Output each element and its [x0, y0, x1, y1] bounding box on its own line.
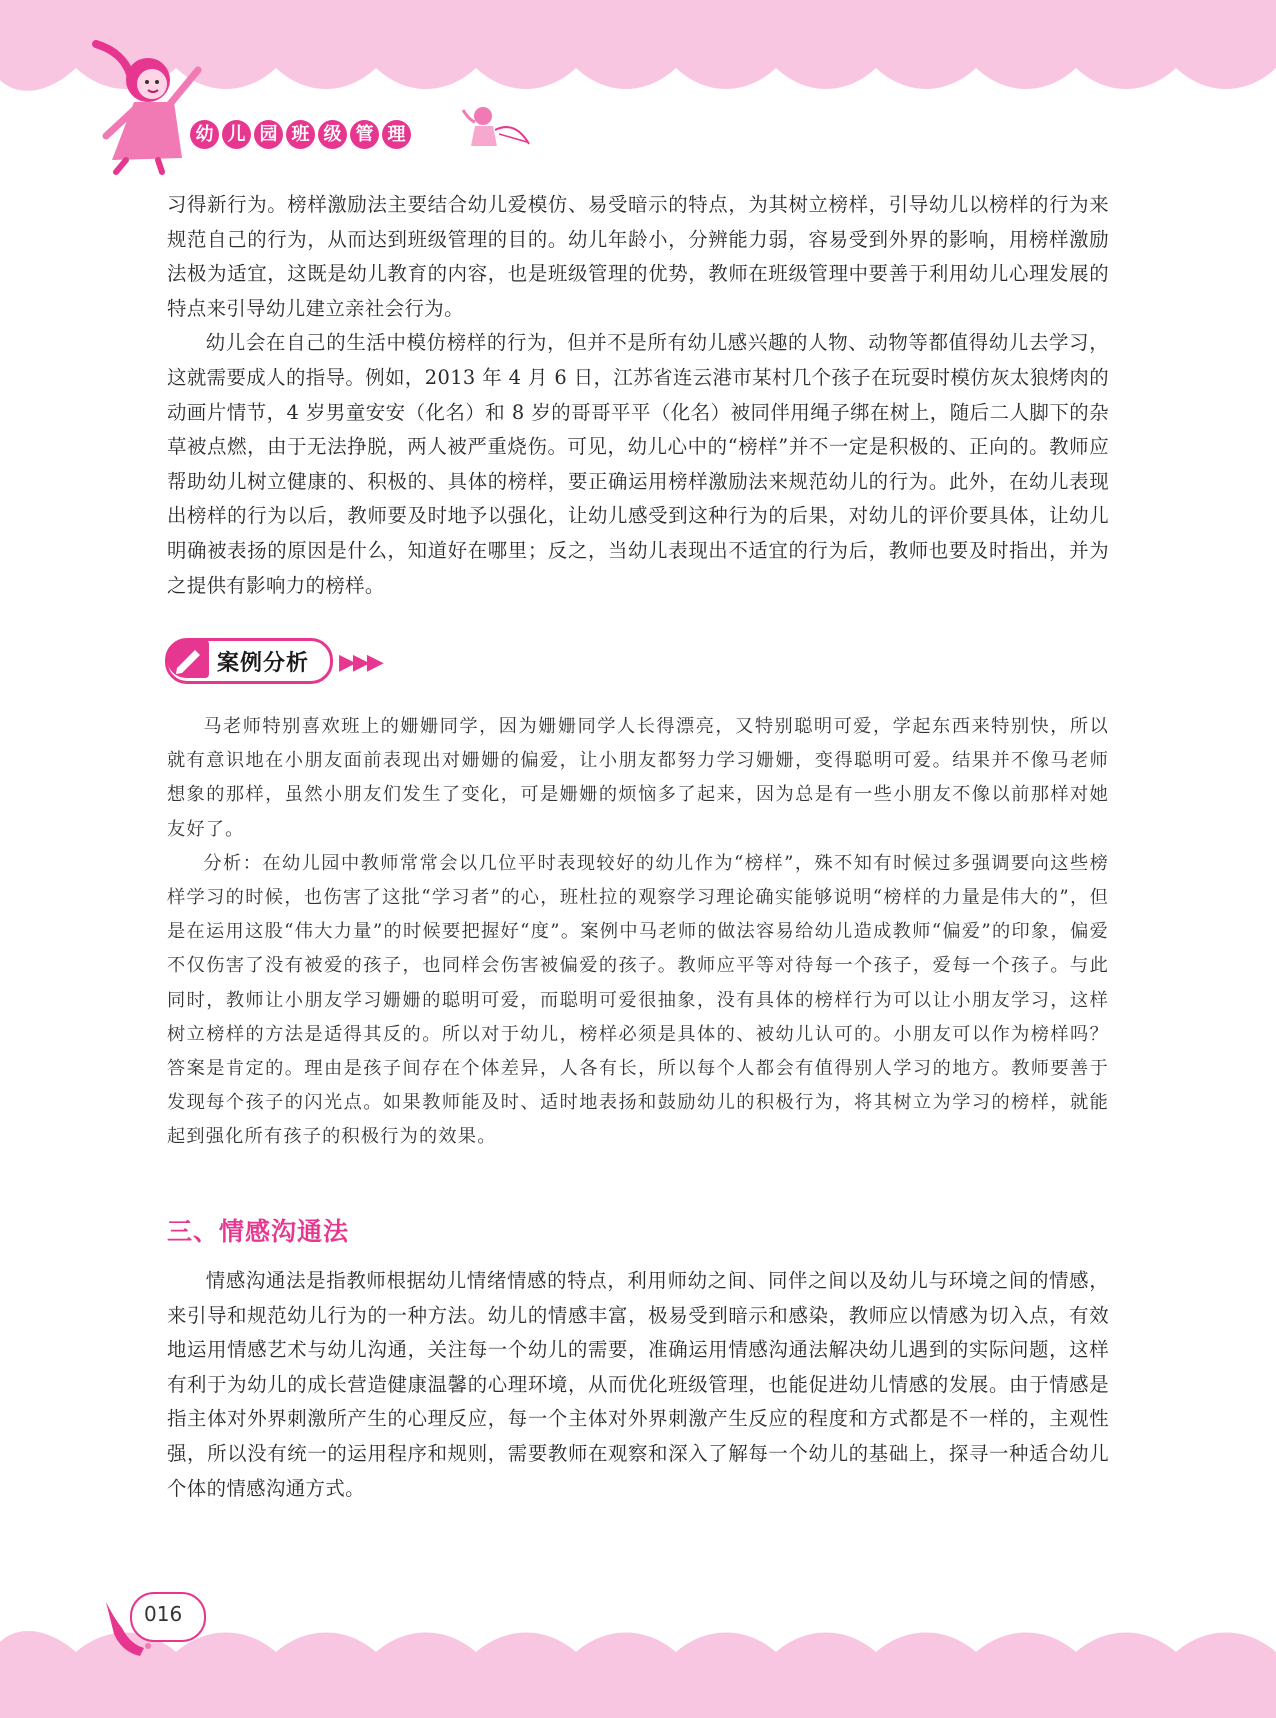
- triple-arrow-icon: ▶▶▶: [339, 650, 381, 675]
- section-heading: 三、情感沟通法: [167, 1217, 350, 1246]
- case-analysis-label: [165, 638, 405, 682]
- series-title: [190, 120, 411, 149]
- series-title-char: 儿: [222, 120, 251, 149]
- cupid-illustration: [455, 100, 535, 160]
- intro-text: [167, 188, 1109, 603]
- page-number-badge: [100, 1588, 210, 1660]
- case-label-text: 案例分析: [217, 651, 310, 676]
- series-title-char: 班: [286, 120, 315, 149]
- pencil-icon: [167, 640, 209, 678]
- case-analysis: 分析：在幼儿园中教师常常会以几位平时表现较好的幼儿作为“榜样”，殊不知有时候过多强调要向这些榜样学习的时候，也伤害了这批“学习者”的心，班杜拉的观察学习理论确实能够说明“榜样的力量是伟大的”，但是在运用这股“伟大力量”的时候要把握好“度”。案例中马老师的做法容易给幼儿造成教师“偏爱”的印象，偏爱不仅伤害了没有被爱的孩子，也同样会伤害被偏爱的孩子。教师应平等对待每一个孩子，爱每一个孩子。与此同时，教师让小朋友学习姗姗的聪明可爱，而聪明可爱很抽象，没有具体的榜样行为可以让小朋友学习，这样树立榜样的方法是适得其反的。所以对于幼儿，榜样必须是具体的、被幼儿认可的。小朋友可以作为榜样吗？答案是肯定的。理由是孩子间存在个体差异，人各有长，所以每个人都会有值得别人学习的地方。教师要善于发现每个孩子的闪光点。如果教师能及时、适时地表扬和鼓励幼儿的积极行为，将其树立为学习的榜样，就能起到强化所有孩子的积极行为的效果。: [167, 852, 1109, 1148]
- case-story: 马老师特别喜欢班上的姗姗同学，因为姗姗同学人长得漂亮，又特别聪明可爱，学起东西来特别快，所以就有意识地在小朋友面前表现出对姗姗的偏爱，让小朋友都努力学习姗姗，变得聪明可爱。结果并不像马老师想象的那样，虽然小朋友们发生了变化，可是姗姗的烦恼多了起来，因为总是有一些小朋友不像以前那样对她友好了。: [167, 716, 1109, 840]
- case-content: [167, 710, 1109, 1155]
- page-number: 016: [144, 1602, 183, 1626]
- series-title-char: 管: [350, 120, 379, 149]
- series-title-char: 级: [318, 120, 347, 149]
- body-paragraph: 幼儿会在自己的生活中模仿榜样的行为，但并不是所有幼儿感兴趣的人物、动物等都值得幼儿去学习，这就需要成人的指导。例如，2013 年 4 月 6 日，江苏省连云港市某村几个孩子在玩耍时模仿灰太狼烤肉的动画片情节，4 岁男童安安（化名）和 8 岁的哥哥平平（化名）被同伴用绳子绑在树上，随后二人脚下的杂草被点燃，由于无法挣脱，两人被严重烧伤。可见，幼儿心中的“榜样”并不一定是积极的、正向的。教师应帮助幼儿树立健康的、积极的、具体的榜样，要正确运用榜样激励法来规范幼儿的行为。此外，在幼儿表现出榜样的行为以后，教师要及时地予以强化，让幼儿感受到这种行为的后果，对幼儿的评价要具体，让幼儿明确被表扬的原因是什么，知道好在哪里；反之，当幼儿表现出不适宜的行为后，教师也要及时指出，并为之提供有影响力的榜样。: [167, 331, 1109, 597]
- series-title-char: 幼: [190, 120, 219, 149]
- body-paragraph: 情感沟通法是指教师根据幼儿情绪情感的特点，利用师幼之间、同伴之间以及幼儿与环境之间的情感，来引导和规范幼儿行为的一种方法。幼儿的情感丰富，极易受到暗示和感染，教师应以情感为切入点，有效地运用情感艺术与幼儿沟通，关注每一个幼儿的需要，准确运用情感沟通法解决幼儿遇到的实际问题，这样有利于为幼儿的成长营造健康温馨的心理环境，从而优化班级管理，也能促进幼儿情感的发展。由于情感是指主体对外界刺激所产生的心理反应，每一个主体对外界刺激产生反应的程度和方式都是不一样的，主观性强，所以没有统一的运用程序和规则，需要教师在观察和深入了解每一个幼儿的基础上，探寻一种适合幼儿个体的情感沟通方式。: [167, 1269, 1109, 1500]
- body-paragraph: 习得新行为。榜样激励法主要结合幼儿爱模仿、易受暗示的特点，为其树立榜样，引导幼儿以榜样的行为来规范自己的行为，从而达到班级管理的目的。幼儿年龄小，分辨能力弱，容易受到外界的影响，用榜样激励法极为适宜，这既是幼儿教育的内容，也是班级管理的优势，教师在班级管理中要善于利用幼儿心理发展的特点来引导幼儿建立亲社会行为。: [167, 193, 1109, 320]
- section3-text: [167, 1264, 1109, 1506]
- fairy-girl-illustration: [86, 40, 206, 175]
- series-title-char: 园: [254, 120, 283, 149]
- series-title-char: 理: [382, 120, 411, 149]
